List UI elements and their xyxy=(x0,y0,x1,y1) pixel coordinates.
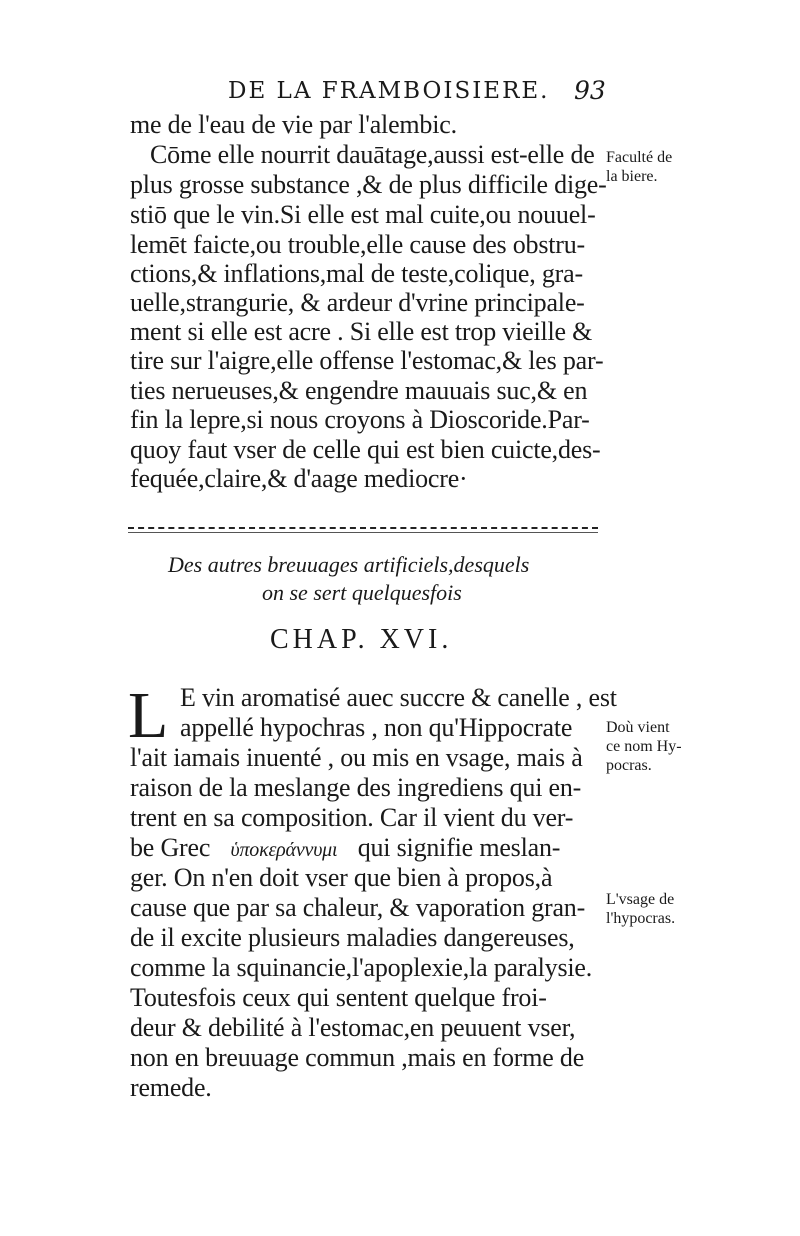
margin-note-origin xyxy=(606,718,682,775)
text-line: uelle,strangurie, & ardeur d'vrine principale- xyxy=(130,288,585,317)
text-line: stiō que le vin.Si elle est mal cuite,ou nouuel- xyxy=(130,200,596,229)
drop-cap: L xyxy=(128,679,169,752)
section-divider-line xyxy=(128,532,598,533)
margin-note-line: l'hypocras. xyxy=(606,910,676,927)
text-line: appellé hypochras , non qu'Hippocrate xyxy=(180,713,573,742)
text-line: raison de la meslange des ingrediens qui en- xyxy=(130,773,582,802)
section-divider xyxy=(128,527,598,529)
text-line: E vin aromatisé auec succre & canelle , est xyxy=(180,683,617,712)
margin-note-line: Faculté de xyxy=(606,149,673,166)
text-line: lemēt faicte,ou trouble,elle cause des obstru- xyxy=(130,230,586,259)
text-line: Toutesfois ceux qui sentent quelque froi- xyxy=(130,983,547,1012)
text-line: comme la squinancie,l'apoplexie,la paralysie. xyxy=(130,953,593,982)
text-line: fequée,claire,& d'aage mediocre· xyxy=(130,464,468,493)
running-head: DE LA FRAMBOISIERE. xyxy=(228,78,550,104)
text-line: trent en sa composition. Car il vient du ver- xyxy=(130,803,574,832)
text-line: de il excite plusieurs maladies dangereuses, xyxy=(130,923,575,952)
text-line: cause que par sa chaleur, & vaporation gran- xyxy=(130,893,586,922)
text-line: tire sur l'aigre,elle offense l'estomac,& les par- xyxy=(130,346,604,375)
greek-word: ὑποκεράννυμι xyxy=(230,839,338,861)
margin-note-line: Doù vient xyxy=(606,719,670,736)
text-line: ties nerueuses,& engendre mauuais suc,& en xyxy=(130,376,588,405)
text-line: quoy faut vser de celle qui est bien cuicte,des- xyxy=(130,435,601,464)
text-fragment: be Grec xyxy=(130,833,211,862)
text-line: ger. On n'en doit vser que bien à propos,à xyxy=(130,863,553,892)
margin-note-line: ce nom Hy- xyxy=(606,738,682,755)
text-line: l'ait iamais inuenté , ou mis en vsage, mais à xyxy=(130,743,583,772)
text-line: plus grosse substance ,& de plus difficile dige- xyxy=(130,170,607,199)
margin-note-faculty xyxy=(606,148,672,186)
margin-note-line: pocras. xyxy=(606,757,652,774)
text-line: ment si elle est acre . Si elle est trop vieille & xyxy=(130,317,593,346)
text-line: deur & debilité à l'estomac,en peuuent vser, xyxy=(130,1013,576,1042)
text-fragment: qui signifie meslan- xyxy=(357,833,561,862)
text-line: remede. xyxy=(130,1073,212,1102)
margin-note-line: L'vsage de xyxy=(606,891,675,908)
text-line: me de l'eau de vie par l'alembic. xyxy=(130,110,457,139)
margin-note-line: la biere. xyxy=(606,168,658,185)
text-line: ctions,& inflations,mal de teste,colique, gra- xyxy=(130,259,583,288)
text-line: Cōme elle nourrit dauātage,aussi est-elle de xyxy=(150,140,595,169)
page-number: 93 xyxy=(574,76,606,105)
chapter-title-line-2: on se sert quelquesfois xyxy=(262,580,462,605)
margin-note-usage xyxy=(606,890,675,928)
text-line: fin la lepre,si nous croyons à Dioscoride.Par- xyxy=(130,405,590,434)
chapter-title-line-1: Des autres breuuages artificiels,desquels xyxy=(168,552,530,577)
chapter-number: CHAP. XVI. xyxy=(270,624,453,655)
text-line xyxy=(130,833,560,863)
text-line: non en breuuage commun ,mais en forme de xyxy=(130,1043,585,1072)
